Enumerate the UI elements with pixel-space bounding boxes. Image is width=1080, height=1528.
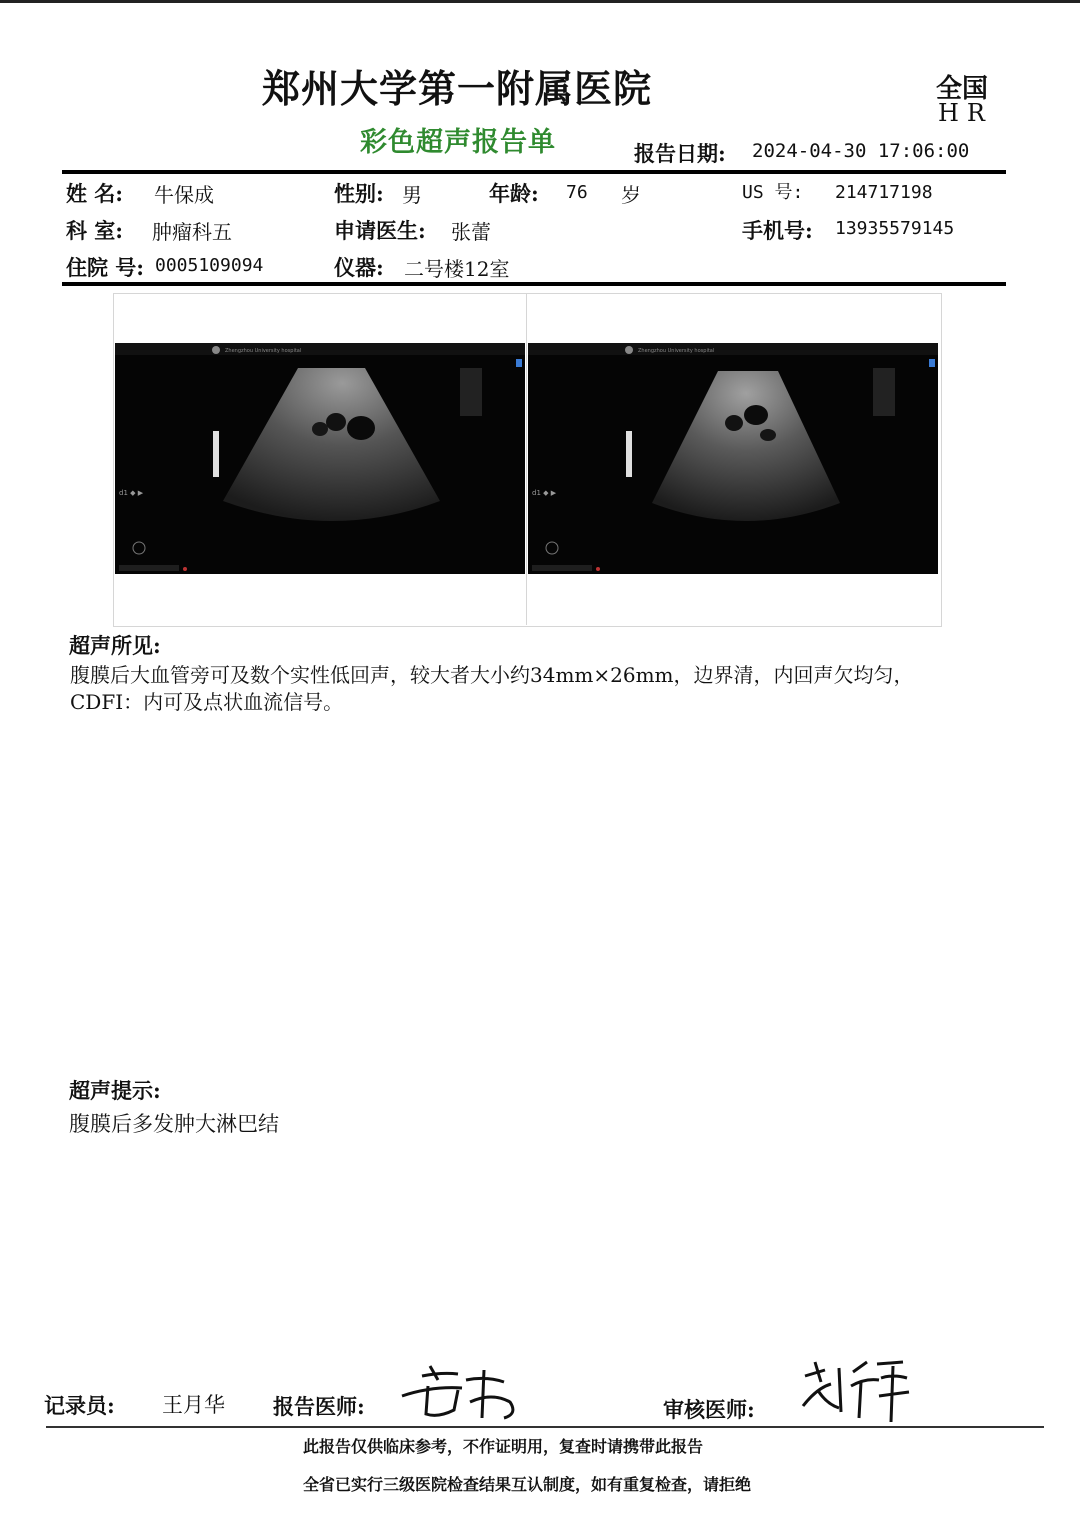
phone-value: 13935579145	[835, 218, 955, 239]
ultrasound-image-1	[115, 343, 525, 574]
recorder-value: 王月华	[162, 1393, 225, 1417]
reporting-doctor-signature	[392, 1358, 532, 1424]
us-number-value: 214717198	[835, 182, 933, 203]
department-value: 肿瘤科五	[152, 220, 232, 244]
findings-title: 超声所见:	[69, 633, 161, 658]
requesting-doctor-label: 申请医生:	[334, 218, 426, 243]
image-divider	[526, 293, 527, 625]
hospital-name: 郑州大学第一附属医院	[262, 66, 653, 111]
patient-info-divider	[62, 282, 1006, 286]
inpatient-number-label: 住院 号:	[66, 255, 145, 280]
svg-text:d1 ◆ ▶: d1 ◆ ▶	[532, 489, 557, 497]
gender-label: 性别:	[334, 181, 384, 206]
impression-title: 超声提示:	[69, 1078, 161, 1103]
recorder-label: 记录员:	[44, 1393, 115, 1418]
phone-label: 手机号:	[742, 218, 813, 243]
device-label: 仪器:	[334, 255, 384, 280]
reviewing-doctor-signature	[795, 1352, 915, 1426]
department-label: 科 室:	[66, 218, 124, 243]
age-value: 76	[566, 182, 588, 203]
footer-note-1: 此报告仅供临床参考，不作证明用，复查时请携带此报告	[303, 1437, 704, 1456]
hospital-level-line2: HR	[938, 99, 993, 127]
header-divider	[62, 170, 1006, 174]
top-border	[0, 0, 1080, 3]
findings-text: 腹膜后大血管旁可及数个实性低回声，较大者大小约34mm×26mm，边界清，内回声欠均匀，CDFI：内可及点状血流信号。	[70, 663, 914, 714]
age-unit: 岁	[621, 183, 641, 207]
gender-value: 男	[402, 183, 422, 207]
impression-text: 腹膜后多发肿大淋巴结	[69, 1112, 279, 1136]
footer-note-2: 全省已实行三级医院检查结果互认制度，如有重复检查，请拒绝	[303, 1475, 752, 1494]
hospital-level-line1: 全国	[936, 74, 989, 104]
ultrasound-image-2	[528, 343, 938, 574]
reviewing-doctor-label: 审核医师:	[663, 1397, 755, 1422]
device-value: 二号楼12室	[404, 257, 510, 281]
svg-text:d1 ◆ ▶: d1 ◆ ▶	[119, 489, 144, 497]
requesting-doctor-value: 张蕾	[451, 220, 491, 244]
us-number-label: US 号:	[742, 182, 804, 203]
age-label: 年龄:	[489, 181, 539, 206]
report-title: 彩色超声报告单	[360, 127, 556, 158]
report-date-value: 2024-04-30 17:06:00	[752, 140, 970, 162]
name-label: 姓 名:	[66, 181, 124, 206]
name-value: 牛保成	[154, 183, 214, 207]
svg-text:Zhengzhou University hospital: Zhengzhou University hospital	[225, 348, 302, 354]
footer-divider	[46, 1426, 1044, 1428]
reporting-doctor-label: 报告医师:	[273, 1394, 365, 1419]
report-date-label: 报告日期:	[634, 141, 726, 166]
inpatient-number-value: 0005109094	[155, 255, 264, 276]
svg-text:Zhengzhou University hospital: Zhengzhou University hospital	[638, 348, 715, 354]
